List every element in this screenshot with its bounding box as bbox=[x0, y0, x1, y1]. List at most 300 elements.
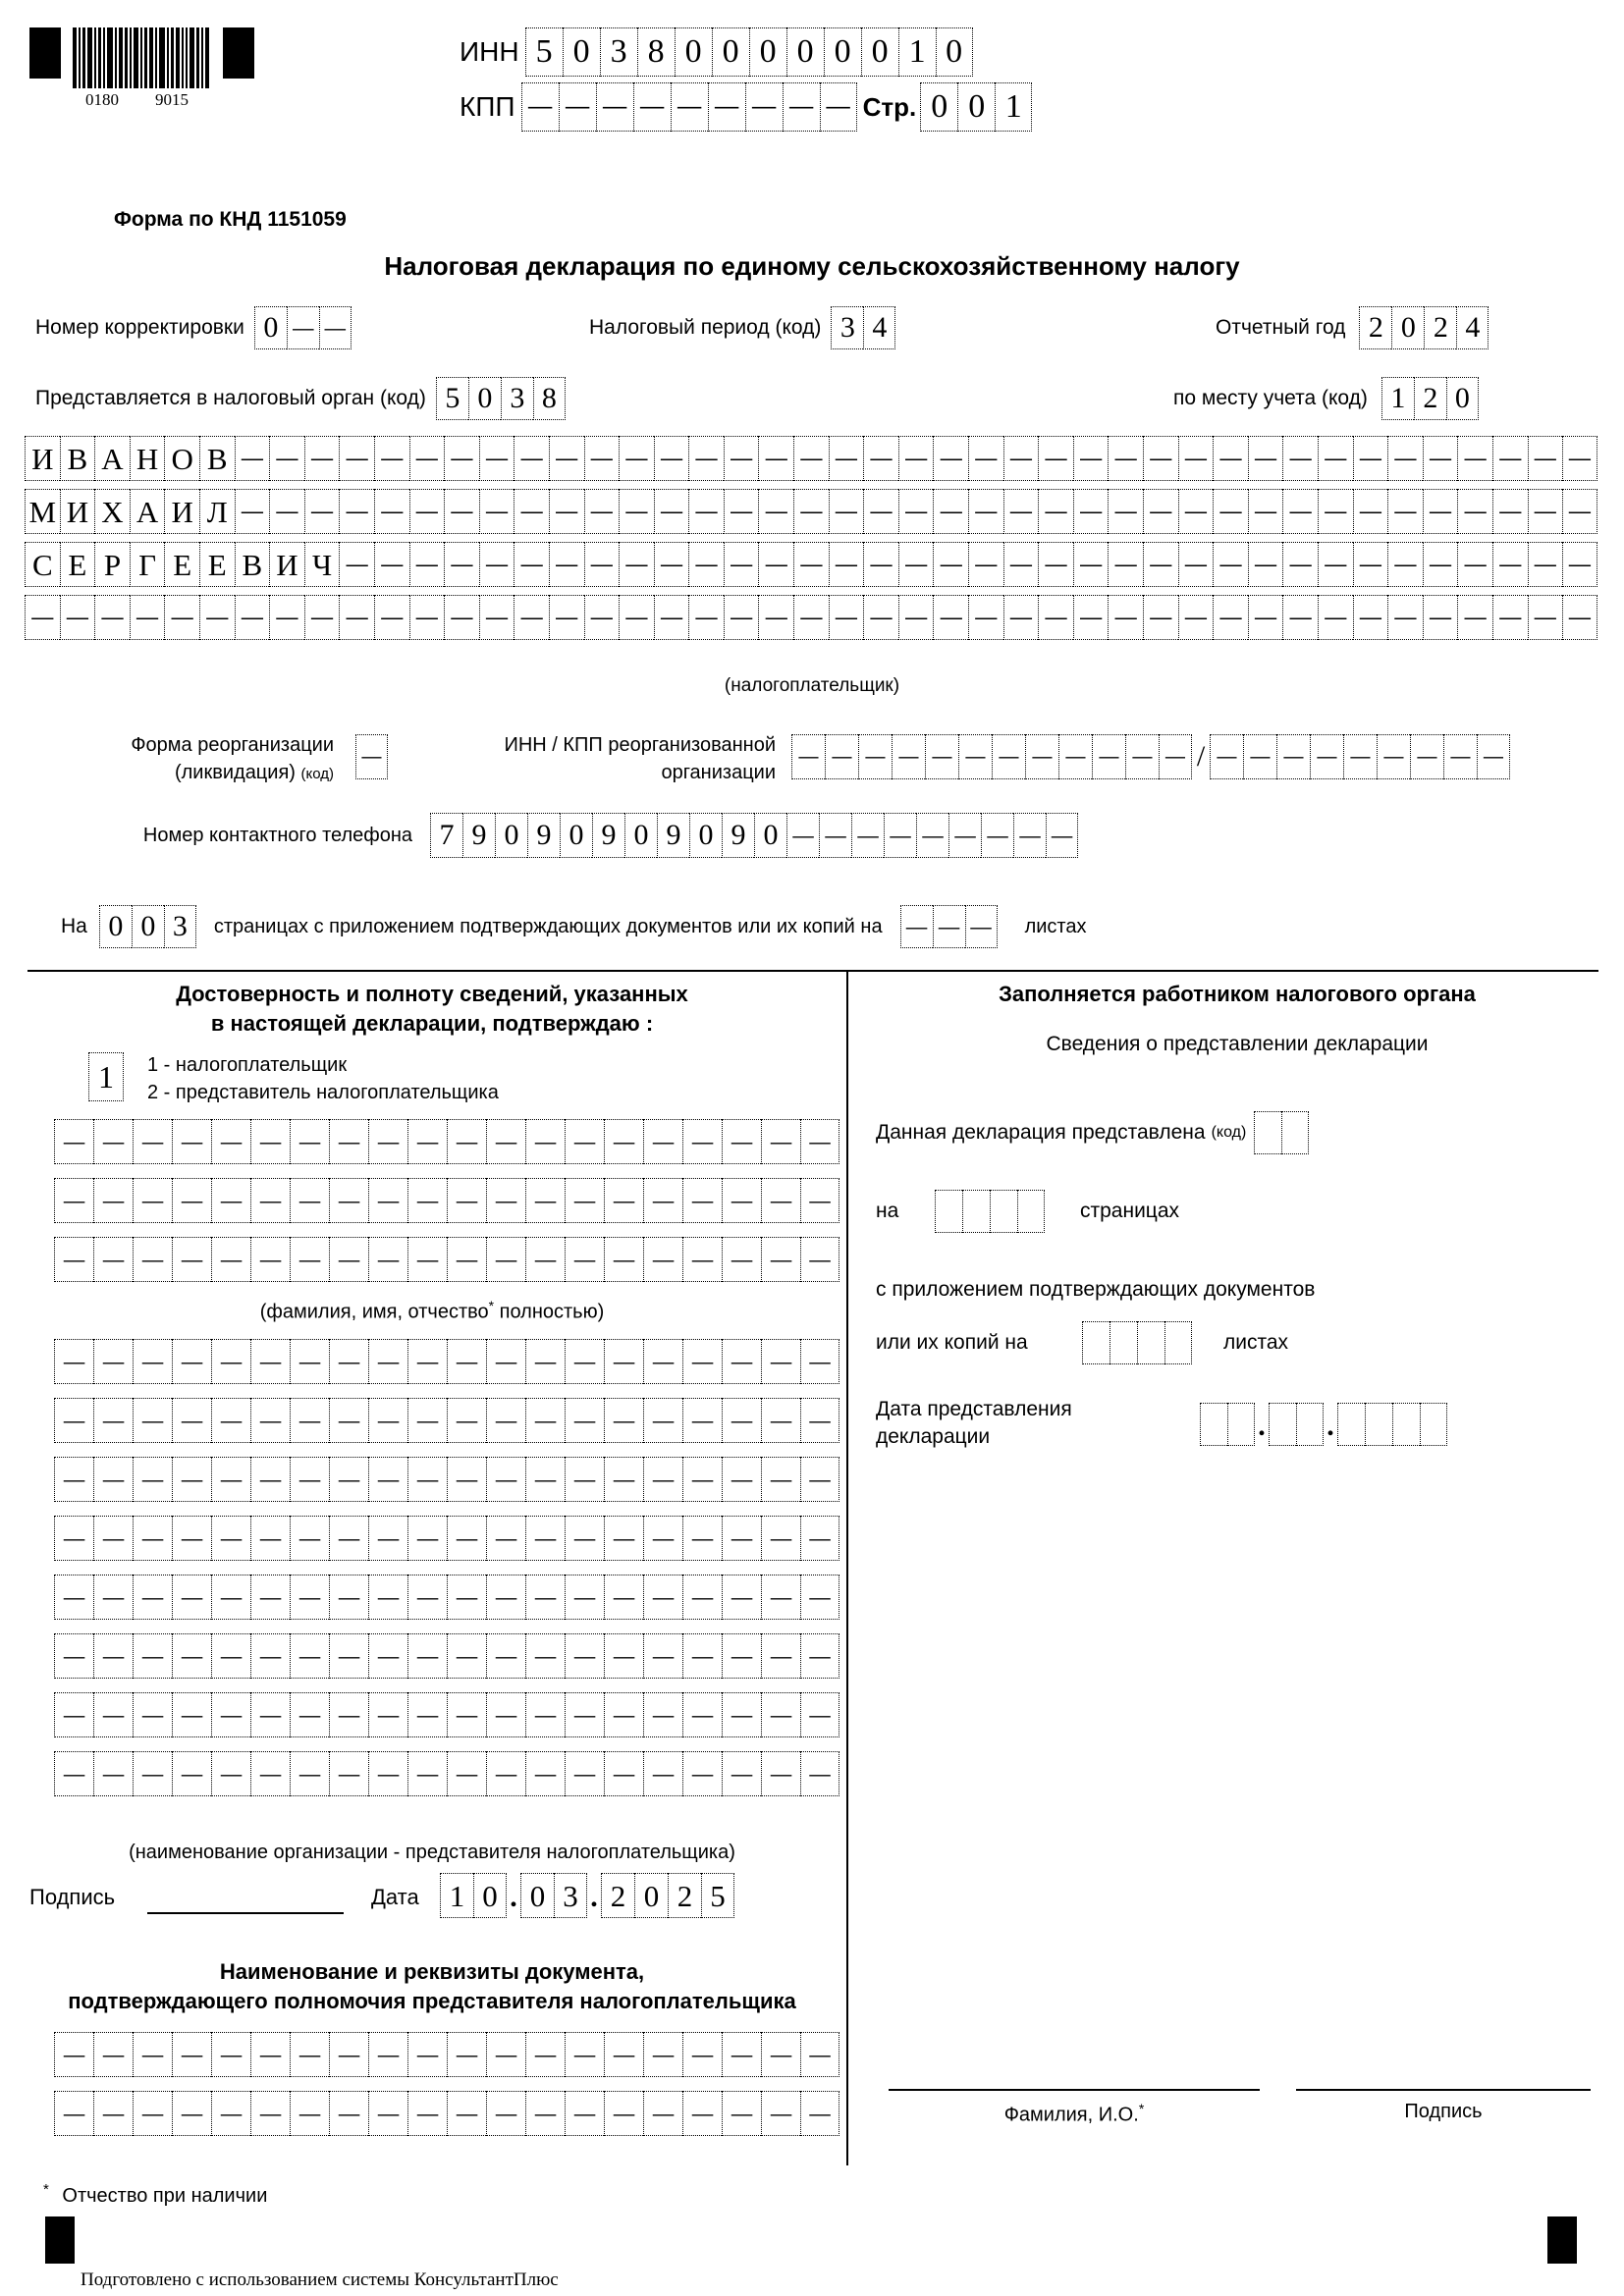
cell[interactable]: — bbox=[688, 542, 724, 587]
cell[interactable]: — bbox=[643, 1692, 682, 1737]
cell[interactable]: 0 bbox=[1446, 377, 1479, 420]
cell[interactable]: — bbox=[1423, 595, 1458, 640]
cell[interactable]: — bbox=[290, 1575, 329, 1620]
cell[interactable]: И bbox=[269, 542, 304, 587]
cell[interactable]: — bbox=[682, 1575, 722, 1620]
cell[interactable]: — bbox=[1282, 436, 1318, 481]
cell[interactable]: — bbox=[654, 436, 689, 481]
cell[interactable]: — bbox=[211, 1119, 250, 1164]
cell[interactable]: — bbox=[565, 1692, 604, 1737]
grid-row[interactable] bbox=[54, 1457, 839, 1502]
cell[interactable]: — bbox=[290, 1516, 329, 1561]
cell[interactable]: — bbox=[800, 2032, 839, 2077]
cell[interactable]: 5 bbox=[436, 377, 468, 420]
cell[interactable]: — bbox=[898, 436, 934, 481]
cell[interactable]: — bbox=[584, 542, 620, 587]
cell[interactable]: 0 bbox=[824, 27, 861, 77]
cell[interactable]: — bbox=[172, 1516, 211, 1561]
cell[interactable]: Ч bbox=[304, 542, 340, 587]
cell[interactable]: — bbox=[800, 1692, 839, 1737]
cell[interactable]: — bbox=[863, 595, 898, 640]
cell[interactable]: 5 bbox=[701, 1873, 734, 1918]
cell[interactable]: — bbox=[329, 1178, 368, 1223]
cell[interactable]: — bbox=[250, 2091, 290, 2136]
cell[interactable]: — bbox=[444, 436, 479, 481]
cell[interactable]: — bbox=[1282, 542, 1318, 587]
cell[interactable]: — bbox=[479, 595, 514, 640]
cell[interactable]: — bbox=[643, 2032, 682, 2077]
cell[interactable]: 9 bbox=[722, 813, 754, 858]
cell[interactable]: — bbox=[549, 436, 584, 481]
cell[interactable]: 0 bbox=[473, 1873, 507, 1918]
cell[interactable]: — bbox=[1477, 734, 1510, 779]
cell[interactable]: — bbox=[1038, 489, 1073, 534]
cell[interactable]: — bbox=[565, 1457, 604, 1502]
cell[interactable]: — bbox=[93, 1692, 133, 1737]
cell[interactable]: — bbox=[643, 1457, 682, 1502]
cell[interactable]: 0 bbox=[495, 813, 527, 858]
cell[interactable]: 2 bbox=[668, 1873, 701, 1918]
cell[interactable]: — bbox=[968, 542, 1003, 587]
cell[interactable]: — bbox=[565, 1237, 604, 1282]
cell[interactable]: — bbox=[1125, 734, 1159, 779]
grid-row[interactable] bbox=[54, 1692, 839, 1737]
cell[interactable]: — bbox=[54, 2091, 93, 2136]
page-number-input[interactable] bbox=[920, 82, 1032, 132]
cell[interactable]: — bbox=[1143, 542, 1178, 587]
cell[interactable]: — bbox=[447, 2091, 486, 2136]
cell[interactable]: — bbox=[93, 1398, 133, 1443]
cell[interactable]: — bbox=[722, 1457, 761, 1502]
cell[interactable]: — bbox=[211, 1398, 250, 1443]
cell[interactable]: — bbox=[54, 1398, 93, 1443]
cell[interactable]: В bbox=[60, 436, 95, 481]
cell[interactable]: — bbox=[1387, 595, 1423, 640]
grid-row[interactable] bbox=[54, 1398, 839, 1443]
cell[interactable] bbox=[935, 1190, 962, 1233]
cell[interactable]: 8 bbox=[533, 377, 566, 420]
cell[interactable]: — bbox=[368, 1751, 407, 1796]
cell[interactable]: — bbox=[250, 1516, 290, 1561]
cell[interactable]: — bbox=[525, 1178, 565, 1223]
cell[interactable]: — bbox=[93, 1751, 133, 1796]
cell[interactable]: Л bbox=[199, 489, 235, 534]
cell[interactable]: — bbox=[1248, 542, 1283, 587]
cell[interactable]: — bbox=[329, 2032, 368, 2077]
cell[interactable]: — bbox=[1387, 436, 1423, 481]
cell[interactable]: — bbox=[682, 1751, 722, 1796]
cell[interactable]: — bbox=[339, 542, 374, 587]
cell[interactable]: — bbox=[604, 1457, 643, 1502]
cell[interactable]: — bbox=[304, 489, 340, 534]
cell[interactable]: — bbox=[761, 1339, 800, 1384]
cell[interactable]: — bbox=[250, 2032, 290, 2077]
cell[interactable]: — bbox=[1387, 489, 1423, 534]
cell[interactable]: 0 bbox=[786, 27, 824, 77]
cell[interactable]: — bbox=[1038, 595, 1073, 640]
cell[interactable]: — bbox=[447, 1457, 486, 1502]
cell[interactable]: — bbox=[800, 1119, 839, 1164]
cell[interactable]: — bbox=[211, 1339, 250, 1384]
cell[interactable]: — bbox=[800, 2091, 839, 2136]
cell[interactable]: — bbox=[133, 2032, 172, 2077]
grid-row[interactable] bbox=[54, 1575, 839, 1620]
cell[interactable]: — bbox=[761, 1178, 800, 1223]
cell[interactable]: — bbox=[1213, 436, 1248, 481]
cell[interactable]: — bbox=[172, 1457, 211, 1502]
cell[interactable]: — bbox=[93, 1178, 133, 1223]
cell[interactable]: — bbox=[172, 2091, 211, 2136]
cell[interactable]: — bbox=[407, 2032, 447, 2077]
cell[interactable]: — bbox=[290, 2091, 329, 2136]
tax-authority-input[interactable] bbox=[436, 377, 566, 420]
cell[interactable]: — bbox=[1318, 542, 1353, 587]
cell[interactable]: — bbox=[407, 1457, 447, 1502]
cell[interactable]: — bbox=[1457, 436, 1492, 481]
cell[interactable]: 7 bbox=[430, 813, 462, 858]
cell[interactable]: — bbox=[486, 1119, 525, 1164]
cell[interactable]: — bbox=[250, 1692, 290, 1737]
cell[interactable]: — bbox=[304, 436, 340, 481]
cell[interactable]: Е bbox=[199, 542, 235, 587]
cell[interactable]: — bbox=[304, 595, 340, 640]
cell[interactable]: — bbox=[863, 436, 898, 481]
cell[interactable]: — bbox=[287, 306, 319, 349]
cell[interactable]: — bbox=[93, 1339, 133, 1384]
cell[interactable]: — bbox=[761, 1575, 800, 1620]
cell[interactable]: — bbox=[1143, 436, 1178, 481]
cell[interactable]: — bbox=[1178, 542, 1214, 587]
cell[interactable]: — bbox=[407, 1237, 447, 1282]
cell[interactable]: — bbox=[172, 1751, 211, 1796]
cell[interactable]: — bbox=[133, 1237, 172, 1282]
cell[interactable]: — bbox=[863, 489, 898, 534]
cell[interactable]: 3 bbox=[600, 27, 637, 77]
cell[interactable]: — bbox=[172, 1575, 211, 1620]
cell[interactable]: — bbox=[407, 1119, 447, 1164]
cell[interactable]: — bbox=[525, 2091, 565, 2136]
cell[interactable]: — bbox=[688, 595, 724, 640]
cell[interactable]: — bbox=[565, 1633, 604, 1679]
cell[interactable]: — bbox=[525, 2032, 565, 2077]
cell[interactable]: — bbox=[722, 1633, 761, 1679]
cell[interactable]: — bbox=[1528, 595, 1563, 640]
cell[interactable]: — bbox=[164, 595, 199, 640]
cell[interactable]: — bbox=[800, 1339, 839, 1384]
cell[interactable]: — bbox=[407, 1516, 447, 1561]
cell[interactable]: — bbox=[829, 436, 864, 481]
cell[interactable] bbox=[1017, 1190, 1045, 1233]
cell[interactable]: — bbox=[619, 595, 654, 640]
cell[interactable]: — bbox=[525, 1692, 565, 1737]
cell[interactable]: — bbox=[682, 1339, 722, 1384]
cell[interactable]: — bbox=[584, 595, 620, 640]
grid-row[interactable] bbox=[54, 1516, 839, 1561]
cell[interactable]: Н bbox=[130, 436, 165, 481]
cell[interactable]: — bbox=[486, 1751, 525, 1796]
cell[interactable]: — bbox=[339, 489, 374, 534]
cell[interactable]: Х bbox=[94, 489, 130, 534]
cell[interactable]: — bbox=[682, 1237, 722, 1282]
cell[interactable]: — bbox=[654, 595, 689, 640]
cell[interactable]: И bbox=[25, 436, 60, 481]
cell[interactable]: — bbox=[514, 436, 549, 481]
cell[interactable]: — bbox=[1073, 542, 1109, 587]
cell[interactable]: — bbox=[992, 734, 1025, 779]
cell[interactable]: — bbox=[514, 595, 549, 640]
taxpayer-extra-input[interactable] bbox=[25, 595, 1597, 640]
cell[interactable]: — bbox=[1282, 595, 1318, 640]
cell[interactable]: — bbox=[409, 489, 445, 534]
cell[interactable]: — bbox=[786, 813, 819, 858]
cell[interactable]: — bbox=[211, 1751, 250, 1796]
cell[interactable]: 0 bbox=[749, 27, 786, 77]
cell[interactable]: — bbox=[409, 436, 445, 481]
cell[interactable]: — bbox=[671, 82, 708, 132]
cell[interactable]: — bbox=[1562, 595, 1597, 640]
cell[interactable]: — bbox=[211, 2032, 250, 2077]
cell[interactable]: — bbox=[329, 1339, 368, 1384]
cell[interactable]: А bbox=[130, 489, 165, 534]
cell[interactable]: 0 bbox=[754, 813, 786, 858]
cell[interactable]: 9 bbox=[657, 813, 689, 858]
cell[interactable]: 0 bbox=[560, 813, 592, 858]
cell[interactable]: — bbox=[643, 1398, 682, 1443]
cell[interactable] bbox=[1420, 1403, 1447, 1446]
cell[interactable]: — bbox=[211, 1237, 250, 1282]
cell[interactable]: — bbox=[565, 1575, 604, 1620]
cell[interactable]: — bbox=[968, 436, 1003, 481]
cell[interactable]: — bbox=[829, 542, 864, 587]
cell[interactable]: — bbox=[269, 489, 304, 534]
cell[interactable]: — bbox=[235, 436, 270, 481]
cell[interactable]: — bbox=[250, 1751, 290, 1796]
cell[interactable]: — bbox=[409, 542, 445, 587]
cell[interactable]: — bbox=[525, 1339, 565, 1384]
cell[interactable]: — bbox=[290, 1692, 329, 1737]
cell[interactable]: — bbox=[1423, 489, 1458, 534]
tax-period-input[interactable] bbox=[831, 306, 895, 349]
cell[interactable]: — bbox=[54, 1633, 93, 1679]
cell[interactable]: — bbox=[329, 1119, 368, 1164]
cell[interactable]: — bbox=[93, 1575, 133, 1620]
cell[interactable]: — bbox=[758, 595, 793, 640]
cell[interactable]: — bbox=[199, 595, 235, 640]
cell[interactable]: — bbox=[60, 595, 95, 640]
cell[interactable]: — bbox=[981, 813, 1013, 858]
cell[interactable]: — bbox=[447, 1516, 486, 1561]
cell[interactable]: — bbox=[933, 905, 965, 948]
cell[interactable]: — bbox=[172, 1237, 211, 1282]
cell[interactable]: — bbox=[933, 489, 968, 534]
cell[interactable]: — bbox=[724, 595, 759, 640]
cell[interactable]: — bbox=[94, 595, 130, 640]
cell[interactable]: — bbox=[900, 905, 933, 948]
cell[interactable]: — bbox=[290, 1237, 329, 1282]
cell[interactable]: — bbox=[444, 489, 479, 534]
cell[interactable]: — bbox=[948, 813, 981, 858]
cell[interactable] bbox=[1254, 1111, 1281, 1154]
cell[interactable]: — bbox=[800, 1575, 839, 1620]
cell[interactable]: — bbox=[290, 1119, 329, 1164]
cell[interactable]: — bbox=[1457, 542, 1492, 587]
cell[interactable]: — bbox=[758, 436, 793, 481]
cell[interactable]: — bbox=[1457, 489, 1492, 534]
cell[interactable]: 4 bbox=[1456, 306, 1489, 349]
grid-row[interactable] bbox=[54, 1633, 839, 1679]
place-input[interactable] bbox=[1381, 377, 1479, 420]
cell[interactable]: 0 bbox=[712, 27, 749, 77]
cell[interactable]: — bbox=[1038, 436, 1073, 481]
cell[interactable]: — bbox=[447, 1119, 486, 1164]
cell[interactable]: — bbox=[643, 1178, 682, 1223]
cell[interactable]: 2 bbox=[1359, 306, 1391, 349]
cell[interactable]: 0 bbox=[99, 905, 132, 948]
cell[interactable]: — bbox=[172, 2032, 211, 2077]
cell[interactable]: — bbox=[133, 1398, 172, 1443]
cell[interactable]: — bbox=[54, 1692, 93, 1737]
cell[interactable]: — bbox=[329, 1398, 368, 1443]
cell[interactable]: — bbox=[549, 542, 584, 587]
cell[interactable]: — bbox=[1003, 542, 1039, 587]
cell[interactable]: — bbox=[722, 1575, 761, 1620]
cell[interactable]: — bbox=[407, 1398, 447, 1443]
cell[interactable]: — bbox=[633, 82, 671, 132]
cell[interactable]: — bbox=[409, 595, 445, 640]
cell[interactable]: 2 bbox=[1414, 377, 1446, 420]
cell[interactable] bbox=[1392, 1403, 1420, 1446]
cell[interactable]: — bbox=[793, 542, 829, 587]
cell[interactable]: Р bbox=[94, 542, 130, 587]
cell[interactable]: — bbox=[800, 1237, 839, 1282]
cell[interactable]: — bbox=[447, 1398, 486, 1443]
cell[interactable]: — bbox=[1025, 734, 1058, 779]
cell[interactable]: — bbox=[643, 1633, 682, 1679]
cell[interactable]: — bbox=[290, 1751, 329, 1796]
grid-row[interactable] bbox=[54, 1119, 839, 1164]
cell[interactable] bbox=[1110, 1321, 1137, 1364]
cell[interactable]: — bbox=[916, 813, 948, 858]
cell[interactable]: — bbox=[1143, 595, 1178, 640]
cell[interactable]: — bbox=[211, 1692, 250, 1737]
cell[interactable]: — bbox=[722, 1398, 761, 1443]
cell[interactable]: — bbox=[329, 2091, 368, 2136]
cell[interactable]: — bbox=[133, 1339, 172, 1384]
cell[interactable]: — bbox=[565, 1339, 604, 1384]
cell[interactable]: — bbox=[724, 542, 759, 587]
reorg-form-input[interactable] bbox=[355, 734, 388, 779]
cell[interactable] bbox=[1137, 1321, 1164, 1364]
cell[interactable]: — bbox=[682, 1516, 722, 1561]
cell[interactable]: — bbox=[290, 1633, 329, 1679]
cell[interactable]: 0 bbox=[132, 905, 164, 948]
cell[interactable]: 0 bbox=[936, 27, 973, 77]
cell[interactable]: — bbox=[761, 2032, 800, 2077]
cell[interactable]: — bbox=[565, 2032, 604, 2077]
cell[interactable]: — bbox=[1492, 436, 1528, 481]
cell[interactable]: — bbox=[1243, 734, 1276, 779]
cell[interactable]: — bbox=[682, 1692, 722, 1737]
cell[interactable]: — bbox=[800, 1457, 839, 1502]
reorg-inn-input[interactable] bbox=[791, 734, 1192, 779]
cell[interactable]: — bbox=[1108, 489, 1143, 534]
cell[interactable]: Г bbox=[130, 542, 165, 587]
cell[interactable]: — bbox=[486, 1178, 525, 1223]
cell[interactable]: — bbox=[374, 489, 409, 534]
cell[interactable]: — bbox=[708, 82, 745, 132]
cell[interactable]: — bbox=[93, 1119, 133, 1164]
cell[interactable]: — bbox=[374, 436, 409, 481]
cell[interactable]: — bbox=[54, 1119, 93, 1164]
cell[interactable]: — bbox=[250, 1398, 290, 1443]
cell[interactable]: — bbox=[329, 1751, 368, 1796]
cell[interactable]: — bbox=[863, 542, 898, 587]
cell[interactable]: — bbox=[898, 489, 934, 534]
cell[interactable]: — bbox=[368, 1119, 407, 1164]
cell[interactable]: — bbox=[525, 1751, 565, 1796]
cell[interactable]: — bbox=[1038, 542, 1073, 587]
cell[interactable]: — bbox=[1003, 489, 1039, 534]
cell[interactable]: — bbox=[250, 1633, 290, 1679]
cell[interactable]: — bbox=[486, 1457, 525, 1502]
cell[interactable]: И bbox=[60, 489, 95, 534]
cell[interactable]: — bbox=[682, 1633, 722, 1679]
cell[interactable]: — bbox=[722, 2032, 761, 2077]
cell[interactable]: — bbox=[761, 2091, 800, 2136]
cell[interactable]: — bbox=[682, 1119, 722, 1164]
cell[interactable]: — bbox=[604, 1398, 643, 1443]
cell[interactable]: 0 bbox=[920, 82, 957, 132]
cell[interactable]: — bbox=[682, 2091, 722, 2136]
cell[interactable]: — bbox=[761, 1692, 800, 1737]
cell[interactable]: 0 bbox=[861, 27, 898, 77]
cell[interactable]: — bbox=[958, 734, 992, 779]
cell[interactable]: — bbox=[486, 2091, 525, 2136]
cell[interactable]: 0 bbox=[689, 813, 722, 858]
cell[interactable]: В bbox=[199, 436, 235, 481]
cell[interactable]: — bbox=[290, 1178, 329, 1223]
cell[interactable]: — bbox=[761, 1237, 800, 1282]
cell[interactable]: — bbox=[93, 1457, 133, 1502]
cell[interactable]: — bbox=[800, 1398, 839, 1443]
cell[interactable]: — bbox=[211, 2091, 250, 2136]
cell[interactable]: — bbox=[211, 1178, 250, 1223]
cell[interactable]: — bbox=[290, 1339, 329, 1384]
cell[interactable]: — bbox=[1013, 813, 1046, 858]
cell[interactable]: — bbox=[133, 1633, 172, 1679]
cell[interactable]: — bbox=[479, 436, 514, 481]
cell[interactable]: — bbox=[1353, 436, 1388, 481]
cell[interactable]: — bbox=[54, 1457, 93, 1502]
cell[interactable] bbox=[962, 1190, 990, 1233]
cell[interactable]: — bbox=[172, 1692, 211, 1737]
cell[interactable]: — bbox=[329, 1633, 368, 1679]
cell[interactable]: 4 bbox=[863, 306, 895, 349]
cell[interactable]: — bbox=[559, 82, 596, 132]
cell[interactable]: — bbox=[791, 734, 825, 779]
cell[interactable]: — bbox=[1178, 595, 1214, 640]
cell[interactable]: — bbox=[722, 1178, 761, 1223]
cell[interactable]: — bbox=[93, 1237, 133, 1282]
kpp-input[interactable] bbox=[521, 82, 857, 132]
cell[interactable]: 0 bbox=[624, 813, 657, 858]
cell[interactable]: — bbox=[761, 1398, 800, 1443]
cell[interactable]: — bbox=[407, 1751, 447, 1796]
cell[interactable]: — bbox=[1143, 489, 1178, 534]
cell[interactable]: — bbox=[250, 1119, 290, 1164]
cell[interactable]: — bbox=[407, 1178, 447, 1223]
cell[interactable]: — bbox=[1276, 734, 1310, 779]
